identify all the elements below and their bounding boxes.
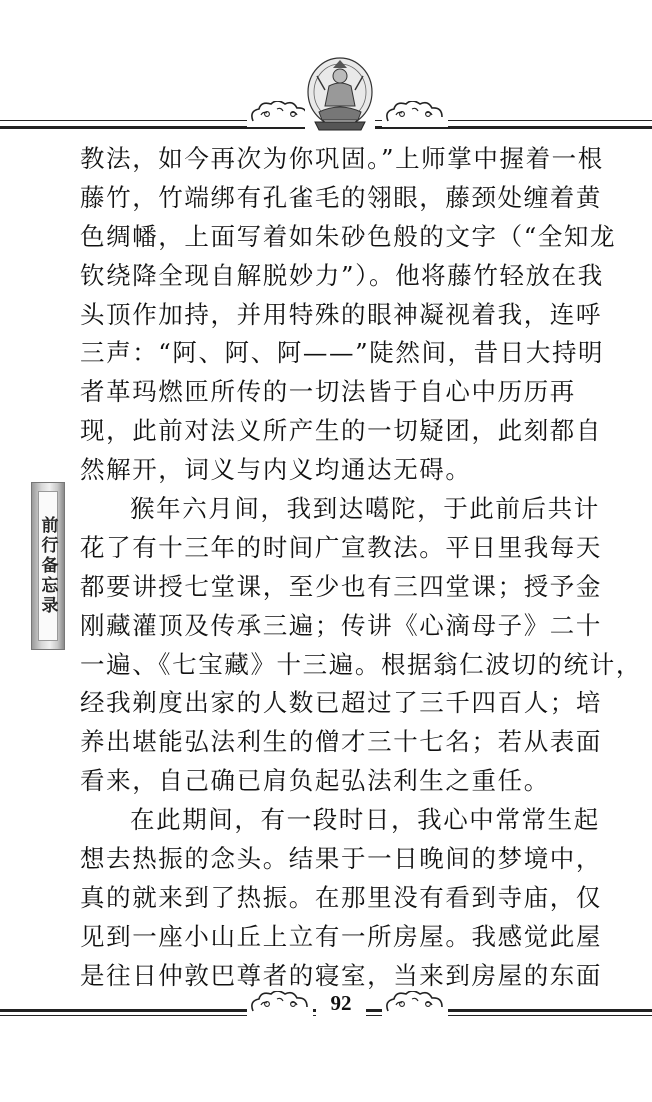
text-line: 真的就来到了热振。在那里没有看到寺庙，仅	[80, 882, 602, 912]
book-title-label: 前行备忘录	[37, 516, 58, 616]
cloud-ornament-icon	[247, 101, 313, 127]
text-line: 都要讲授七堂课，至少也有三四堂课；授予金	[80, 571, 602, 601]
text-line: 花了有十三年的时间广宣教法。平日里我每天	[80, 532, 602, 562]
text-line: 三声：“阿、阿、阿——”陡然间，昔日大持明	[80, 338, 605, 368]
cloud-ornament-icon	[247, 991, 313, 1017]
text-line: 是往日仲敦巴尊者的寝室，当来到房屋的东面	[80, 960, 602, 990]
text-line: 藤竹，竹端绑有孔雀毛的翎眼，藤颈处缠着黄	[80, 182, 602, 212]
book-title-side-tab	[31, 482, 65, 650]
text-line: 一遍、《七宝藏》十三遍。根据翁仁波切的统计，	[80, 649, 642, 679]
text-line: 头顶作加持，并用特殊的眼神凝视着我，连呼	[80, 299, 602, 329]
page-body-text	[80, 140, 642, 996]
cloud-ornament-icon	[382, 991, 448, 1017]
deity-emblem-icon	[305, 56, 375, 132]
text-line: 见到一座小山丘上立有一所房屋。我感觉此屋	[80, 921, 602, 951]
text-line: 经我剃度出家的人数已超过了三千四百人；培	[80, 688, 602, 718]
text-line: 看来，自己确已肩负起弘法利生之重任。	[80, 766, 550, 796]
text-line: 现，此前对法义所产生的一切疑团，此刻都自	[80, 416, 602, 446]
text-line: 然解开，词义与内义均通达无碍。	[80, 455, 472, 485]
paragraph-first-line: 在此期间，有一段时日，我心中常常生起	[130, 805, 600, 835]
paragraph-first-line: 猴年六月间，我到达噶陀，于此前后共计	[130, 494, 600, 524]
cloud-ornament-icon	[382, 101, 448, 127]
text-line: 教法，如今再次为你巩固。”上师掌中握着一根	[80, 144, 604, 173]
page-number: 92	[316, 991, 366, 1016]
text-line: 色绸幡，上面写着如朱砂色般的文字（“全知龙	[80, 221, 617, 251]
text-line: 想去热振的念头。结果于一日晚间的梦境中，	[80, 844, 602, 874]
text-line: 养出堪能弘法利生的僧才三十七名；若从表面	[80, 727, 602, 757]
text-line: 钦绕降全现自解脱妙力”）。他将藤竹轻放在我	[80, 260, 604, 290]
text-line: 刚藏灌顶及传承三遍；传讲《心滴母子》二十	[80, 610, 602, 640]
text-line: 者革玛燃匝所传的一切法皆于自心中历历再	[80, 377, 576, 407]
